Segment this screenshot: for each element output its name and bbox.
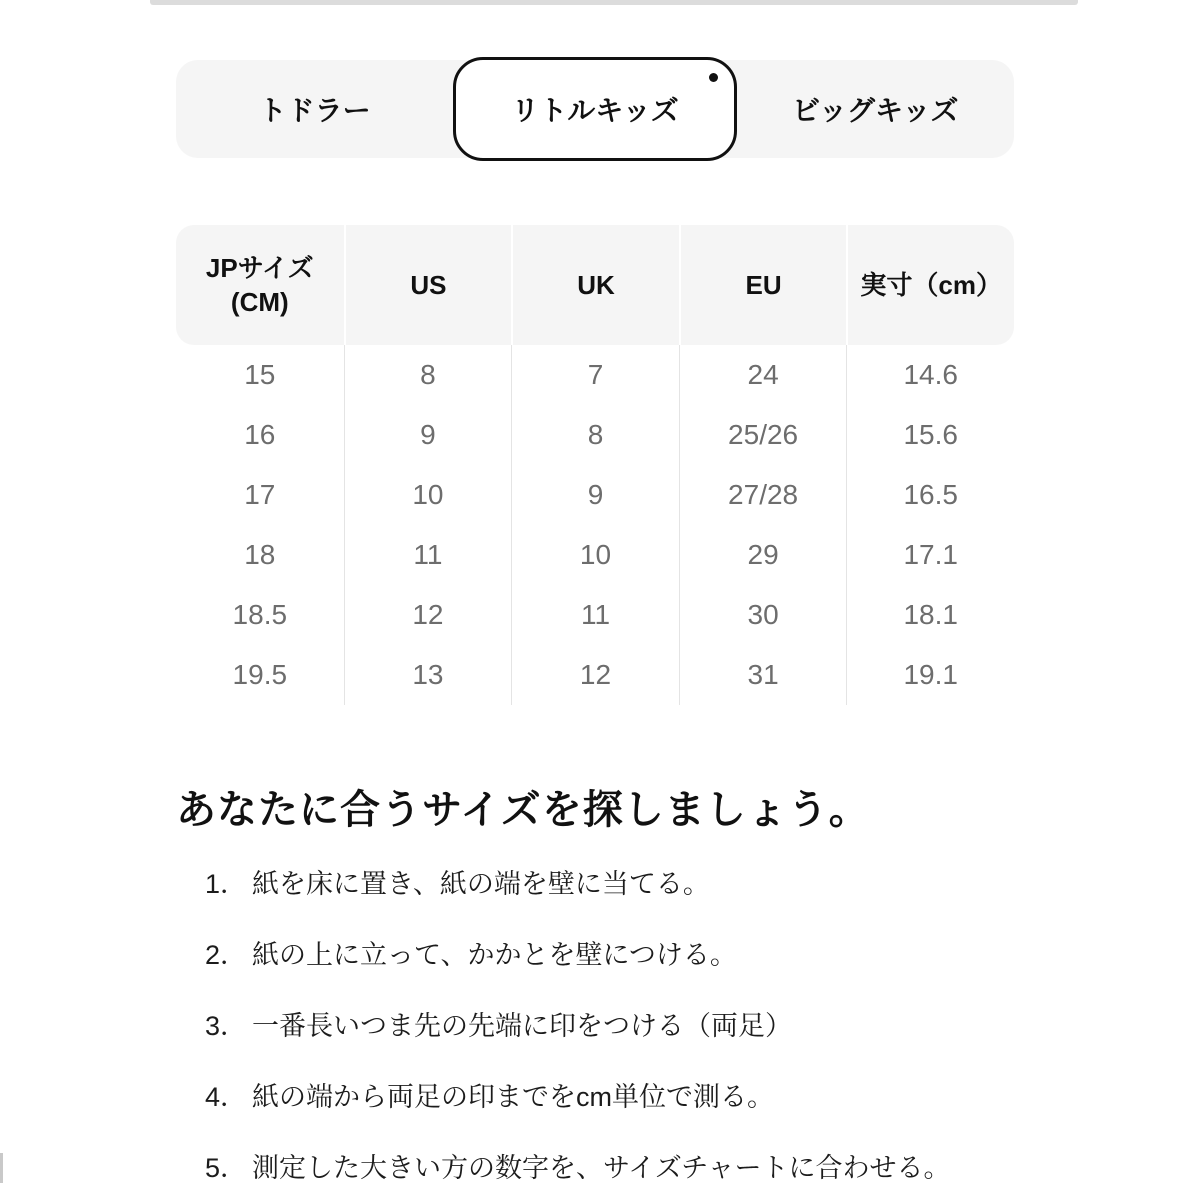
cell-uk: 8 <box>511 405 679 465</box>
column-header-eu: EU <box>679 225 847 345</box>
step-text: 紙を床に置き、紙の端を壁に当てる。 <box>252 869 710 899</box>
age-group-tabs <box>176 60 1014 158</box>
tab-little-kids-label: リトルキッズ <box>511 95 679 126</box>
step-text: 紙の上に立って、かかとを壁につける。 <box>252 940 737 970</box>
cell-jp: 18 <box>244 539 276 570</box>
measurement-steps <box>205 870 1165 1200</box>
cell-us: 12 <box>344 585 512 645</box>
table-row <box>176 585 1014 645</box>
table-row <box>176 525 1014 585</box>
cell-eu: 31 <box>679 645 847 705</box>
cell-uk: 12 <box>511 645 679 705</box>
table-row <box>176 645 1014 705</box>
top-edge-strip <box>150 0 1078 5</box>
cell-uk: 11 <box>511 585 679 645</box>
cell-actual: 16.5 <box>846 465 1014 525</box>
table-row <box>176 345 1014 405</box>
cell-jp: 18.5 <box>232 599 288 630</box>
guide-heading: あなたに合うサイズを探しましょう。 <box>176 788 870 832</box>
column-header-jp-size <box>176 225 344 345</box>
step-text: 一番長いつま先の先端に印をつける（両足） <box>252 1011 792 1041</box>
column-header-us: US <box>344 225 512 345</box>
cell-uk: 7 <box>511 345 679 405</box>
column-header-actual-cm: 実寸（cm） <box>846 225 1014 345</box>
column-header-uk: UK <box>511 225 679 345</box>
step-item <box>205 941 1165 970</box>
cell-eu: 24 <box>679 345 847 405</box>
step-number: 5． <box>205 1153 248 1183</box>
cropped-edge-artifact <box>0 1153 3 1183</box>
step-number: 3． <box>205 1011 248 1041</box>
step-number: 2． <box>205 940 248 970</box>
cell-eu: 30 <box>679 585 847 645</box>
cell-jp: 15 <box>244 359 276 390</box>
table-row <box>176 465 1014 525</box>
cell-us: 11 <box>344 525 512 585</box>
cell-eu: 29 <box>679 525 847 585</box>
cell-us: 9 <box>344 405 512 465</box>
selected-tab-dot <box>709 73 718 82</box>
column-header-jp-size-line1: JPサイズ <box>205 253 314 283</box>
step-item <box>205 870 1165 899</box>
cell-jp: 16 <box>244 419 276 450</box>
step-item <box>205 1154 1165 1183</box>
cell-actual: 18.1 <box>846 585 1014 645</box>
cell-actual: 19.1 <box>846 645 1014 705</box>
tab-little-kids[interactable] <box>453 57 736 161</box>
size-chart-body <box>176 345 1014 705</box>
cell-jp: 17 <box>244 479 276 510</box>
cell-uk: 9 <box>511 465 679 525</box>
cell-actual: 17.1 <box>846 525 1014 585</box>
step-text: 紙の端から両足の印までをcm単位で測る。 <box>252 1082 774 1112</box>
step-number: 1． <box>205 869 248 899</box>
cell-eu: 27/28 <box>679 465 847 525</box>
tab-toddler[interactable] <box>176 60 453 158</box>
cell-uk: 10 <box>511 525 679 585</box>
cell-jp: 19.5 <box>232 659 288 690</box>
step-number: 4． <box>205 1082 248 1112</box>
step-text: 測定した大きい方の数字を、サイズチャートに合わせる。 <box>252 1153 951 1183</box>
cell-eu: 25/26 <box>679 405 847 465</box>
size-chart-header-row <box>176 225 1014 345</box>
table-row <box>176 405 1014 465</box>
column-header-jp-size-line2: (CM) <box>230 287 289 317</box>
tab-toddler-label: トドラー <box>258 95 371 126</box>
cell-us: 10 <box>344 465 512 525</box>
tab-big-kids-label: ビッグキッズ <box>792 95 959 126</box>
cell-us: 8 <box>344 345 512 405</box>
size-chart-table <box>176 225 1014 705</box>
cell-us: 13 <box>344 645 512 705</box>
cell-actual: 15.6 <box>846 405 1014 465</box>
step-item <box>205 1083 1165 1112</box>
step-item <box>205 1012 1165 1041</box>
tab-big-kids[interactable] <box>737 60 1014 158</box>
cell-actual: 14.6 <box>846 345 1014 405</box>
